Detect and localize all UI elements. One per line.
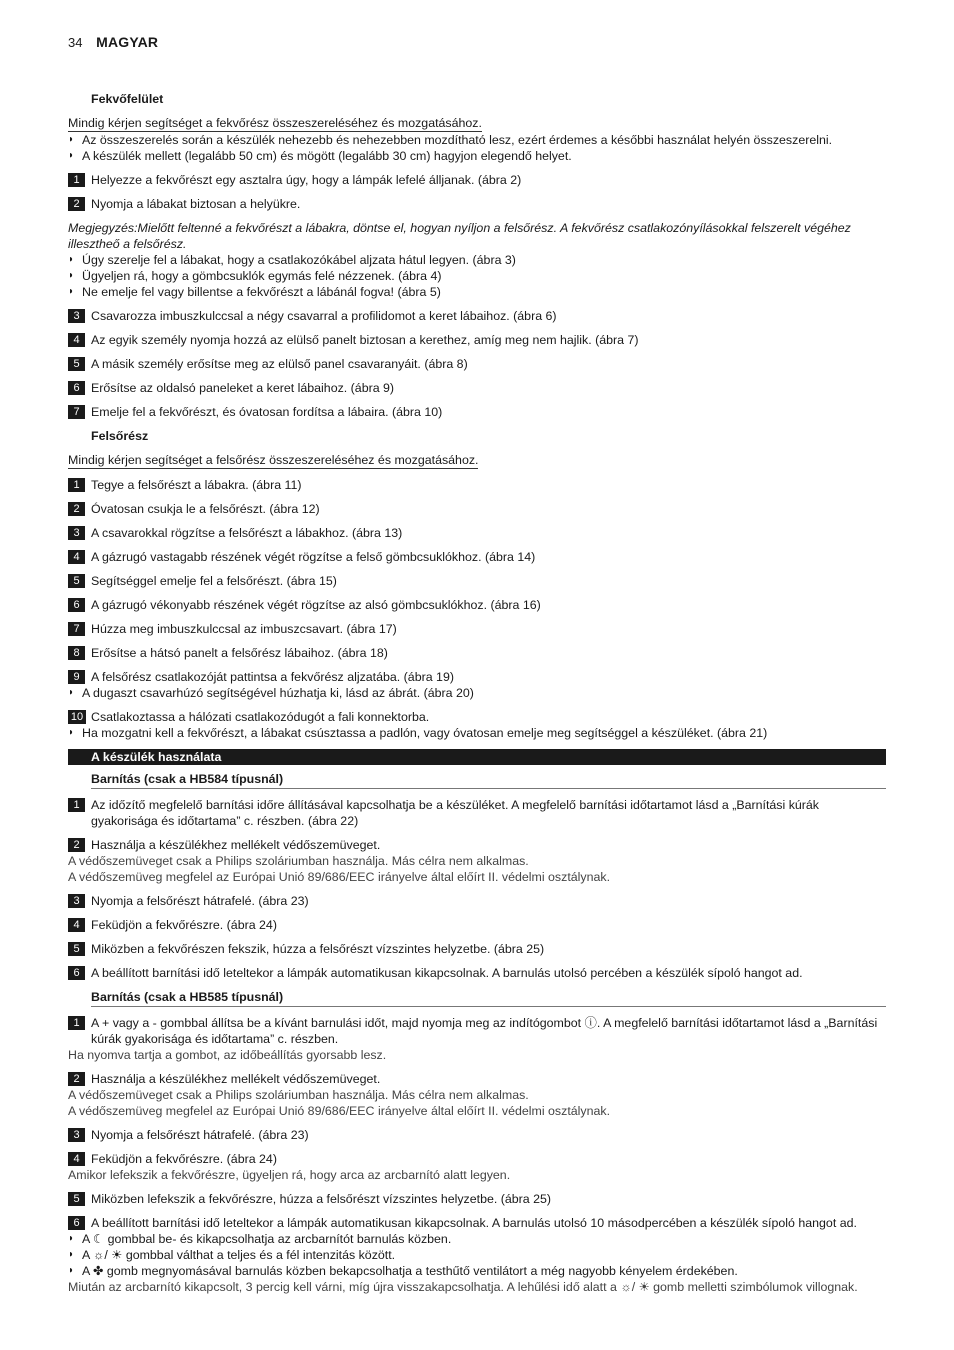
step-item xyxy=(68,797,886,829)
step-number: 6 xyxy=(68,381,85,395)
step-item xyxy=(68,356,886,372)
step-text: A beállított barnítási idő leteltekor a lámpák automatikusan kikapcsolnak. A barnulás utolsó 10 másodpercében a készülék sípoló hangot ad. xyxy=(91,1216,857,1230)
step-item xyxy=(68,525,886,541)
step-text: Erősítse a hátsó panelt a felsőrész lábaihoz. (ábra 18) xyxy=(91,646,388,660)
step-number: 3 xyxy=(68,309,85,323)
step-item xyxy=(68,669,886,685)
step-number: 6 xyxy=(68,598,85,612)
divider xyxy=(91,788,886,789)
step-number: 3 xyxy=(68,1128,85,1142)
step-item xyxy=(68,621,886,637)
bullet-item: ◗ A ☼/ ☀ gombbal válthat a teljes és a fél intenzitás között. xyxy=(68,1247,886,1263)
step-number: 7 xyxy=(68,405,85,419)
step-number: 5 xyxy=(68,574,85,588)
step-text: A beállított barnítási idő leteltekor a lámpák automatikusan kikapcsolnak. A barnulás utolsó percében a készülék sípoló hangot ad. xyxy=(91,966,803,980)
info-line: Amikor lefekszik a fekvőrészre, ügyeljen rá, hogy arca az arcbarnító alatt legyen. xyxy=(68,1168,511,1182)
step-number: 5 xyxy=(68,357,85,371)
step-item xyxy=(68,837,886,853)
step-text: A másik személy erősítse meg az elülső panel csavaranyáit. (ábra 8) xyxy=(91,357,468,371)
step-number: 8 xyxy=(68,646,85,660)
step-text: Helyezze a fekvőrészt egy asztalra úgy, hogy a lámpák lefelé álljanak. (ábra 2) xyxy=(91,173,522,187)
info-line: A védőszemüveg megfelel az Európai Unió 89/686/EEC irányelve által előírt II. védelmi osztálynak. xyxy=(68,870,611,884)
bullet-item: ◗ Ha mozgatni kell a fekvőrészt, a lábakat csúsztassa a padlón, vagy óvatosan emelje meg segítséggel a készüléket. (ábra 21) xyxy=(68,725,886,741)
step-item xyxy=(68,172,886,188)
step-text: Az egyik személy nyomja hozzá az elülső panelt biztosan a kerethez, amíg meg nem hajlik. (ábra 7) xyxy=(91,333,639,347)
step-item xyxy=(68,1127,886,1143)
info-line: A védőszemüveget csak a Philips szoláriumban használja. Más célra nem alkalmas. xyxy=(68,854,529,868)
step-text: Csatlakoztassa a hálózati csatlakozódugót a fali konnektorba. xyxy=(91,710,430,724)
step-text: Segítséggel emelje fel a felsőrészt. (ábra 15) xyxy=(91,574,337,588)
step-item xyxy=(68,196,886,212)
step-item xyxy=(68,308,886,324)
step-text: Emelje fel a fekvőrészt, és óvatosan fordítsa a lábaira. (ábra 10) xyxy=(91,405,443,419)
step-item xyxy=(68,501,886,517)
page-header xyxy=(68,34,158,50)
step-text: Feküdjön a fekvőrészre. (ábra 24) xyxy=(91,1152,277,1166)
page-number: 34 xyxy=(68,35,83,50)
step-text: Óvatosan csukja le a felsőrészt. (ábra 12) xyxy=(91,502,320,516)
info-line: Miután az arcbarnító kikapcsolt, 3 percig kell várni, míg újra visszakapcsolhatja. A lehűlési idő alatt a ☼/ ☀ gomb melletti szimbólumok villognak. xyxy=(68,1280,858,1294)
step-number: 2 xyxy=(68,502,85,516)
bullet-item: ◗ A készülék mellett (legalább 50 cm) és mögött (legalább 30 cm) hagyjon elegendő helyet. xyxy=(68,148,886,164)
language-title: MAGYAR xyxy=(96,34,159,50)
step-item xyxy=(68,549,886,565)
step-text: Nyomja a felsőrészt hátrafelé. (ábra 23) xyxy=(91,894,309,908)
bullet-item: ◗ A dugaszt csavarhúzó segítségével húzhatja ki, lásd az ábrát. (ábra 20) xyxy=(68,685,886,701)
bullet-item: ◗ Úgy szerelje fel a lábakat, hogy a csatlakozókábel aljzata hátul legyen. (ábra 3) xyxy=(68,252,886,268)
step-number: 10 xyxy=(68,710,86,724)
step-number: 6 xyxy=(68,966,85,980)
step-number: 2 xyxy=(68,1072,85,1086)
step-text: Nyomja a felsőrészt hátrafelé. (ábra 23) xyxy=(91,1128,309,1142)
step-text: Csavarozza imbuszkulccsal a négy csavarral a profilidomot a keret lábaihoz. (ábra 6) xyxy=(91,309,557,323)
section-title-felsoresz: Felsőrész xyxy=(91,429,149,443)
step-number: 4 xyxy=(68,333,85,347)
subsection-title-hb585: Barnítás (csak a HB585 típusnál) xyxy=(91,990,284,1004)
step-item xyxy=(68,573,886,589)
step-number: 4 xyxy=(68,1152,85,1166)
step-text: Feküdjön a fekvőrészre. (ábra 24) xyxy=(91,918,277,932)
step-number: 9 xyxy=(68,670,85,684)
step-item xyxy=(68,477,886,493)
bullet-item: ◗ A ☾ gombbal be- és kikapcsolhatja az arcbarnítót barnulás közben. xyxy=(68,1231,886,1247)
step-item xyxy=(68,404,886,420)
bullet-item: ◗ Az összeszerelés során a készülék nehezebb és nehezebben mozdítható lesz, ezért érdemes a későbbi használat helyén összeszerelni. xyxy=(68,132,886,148)
step-item xyxy=(68,332,886,348)
step-item xyxy=(68,893,886,909)
step-text: Tegye a felsőrészt a lábakra. (ábra 11) xyxy=(91,478,302,492)
step-item xyxy=(68,1215,886,1231)
step-number: 1 xyxy=(68,173,85,187)
step-text: A csavarokkal rögzítse a felsőrészt a lábakhoz. (ábra 13) xyxy=(91,526,403,540)
bullet-item: ◗ A ✤ gomb megnyomásával barnulás közben bekapcsolhatja a testhűtő ventilátort a még nagyobb kényelem érdekében. xyxy=(68,1263,886,1279)
step-number: 3 xyxy=(68,894,85,908)
step-item xyxy=(68,1191,886,1207)
divider xyxy=(91,1006,886,1007)
step-number: 3 xyxy=(68,526,85,540)
step-text: A + vagy a - gombbal állítsa be a kívánt barnulási időt, majd nyomja meg az indítógombot ⓘ. A megfelelő barnítási időtartamot lásd a „Barnítási kúrák gyakorisága és időtartama” c. részben. xyxy=(91,1016,878,1046)
step-number: 5 xyxy=(68,942,85,956)
step-number: 7 xyxy=(68,622,85,636)
info-line: A védőszemüveget csak a Philips szoláriumban használja. Más célra nem alkalmas. xyxy=(68,1088,529,1102)
step-number: 4 xyxy=(68,918,85,932)
step-number: 5 xyxy=(68,1192,85,1206)
step-item xyxy=(68,917,886,933)
step-item xyxy=(68,1015,886,1047)
step-number: 2 xyxy=(68,197,85,211)
step-item xyxy=(68,965,886,981)
content xyxy=(68,91,886,1295)
step-item xyxy=(68,709,886,725)
step-text: Erősítse az oldalsó paneleket a keret lábaihoz. (ábra 9) xyxy=(91,381,395,395)
section-title-fekvofelulet: Fekvőfelület xyxy=(91,92,164,106)
step-item xyxy=(68,1151,886,1167)
info-line: A védőszemüveg megfelel az Európai Unió 89/686/EEC irányelve által előírt II. védelmi osztálynak. xyxy=(68,1104,611,1118)
step-text: A felsőrész csatlakozóját pattintsa a fekvőrész aljzatába. (ábra 19) xyxy=(91,670,454,684)
step-item xyxy=(68,1071,886,1087)
step-text: Használja a készülékhez mellékelt védőszemüveget. xyxy=(91,1072,381,1086)
step-text: Miközben a fekvőrészen fekszik, húzza a felsőrészt vízszintes helyzetbe. (ábra 25) xyxy=(91,942,545,956)
step-item xyxy=(68,645,886,661)
step-text: Használja a készülékhez mellékelt védőszemüveget. xyxy=(91,838,381,852)
step-number: 4 xyxy=(68,550,85,564)
step-text: Az időzítő megfelelő barnítási időre állításával kapcsolhatja be a készüléket. A megfelelő barnítási időtartamot lásd a „Barnítási kúrák gyakorisága és időtartama” c. részben. (ábra 22) xyxy=(91,798,819,828)
section-bar-title: A készülék használata xyxy=(68,749,886,765)
step-item xyxy=(68,380,886,396)
step-text: A gázrugó vastagabb részének végét rögzítse a felső gömbcsuklókhoz. (ábra 14) xyxy=(91,550,536,564)
step-text: Miközben lefekszik a fekvőrészre, húzza a felsőrészt vízszintes helyzetbe. (ábra 25) xyxy=(91,1192,552,1206)
step-number: 1 xyxy=(68,798,85,812)
step-text: Húzza meg imbuszkulccsal az imbuszcsavart. (ábra 17) xyxy=(91,622,397,636)
section-intro: Mindig kérjen segítséget a fekvőrész összeszereléséhez és mozgatásához. xyxy=(68,116,482,130)
step-number: 6 xyxy=(68,1216,85,1230)
step-number: 1 xyxy=(68,1016,85,1030)
step-number: 2 xyxy=(68,838,85,852)
bullet-item: ◗ Ügyeljen rá, hogy a gömbcsuklók egymás felé nézzenek. (ábra 4) xyxy=(68,268,886,284)
step-number: 1 xyxy=(68,478,85,492)
note-text: Megjegyzés:Mielőtt feltenné a fekvőrészt a lábakra, döntse el, hogyan nyíljon a felsőrész. A fekvőrész csatlakozónyílásokkal felszerelt végéhez illesztheő a felsőrész. xyxy=(68,221,851,251)
step-item xyxy=(68,941,886,957)
step-text: A gázrugó vékonyabb részének végét rögzítse az alsó gömbcsuklókhoz. (ábra 16) xyxy=(91,598,541,612)
step-text: Nyomja a lábakat biztosan a helyükre. xyxy=(91,197,301,211)
step-item xyxy=(68,597,886,613)
info-line: Ha nyomva tartja a gombot, az időbeállítás gyorsabb lesz. xyxy=(68,1048,387,1062)
subsection-title-hb584: Barnítás (csak a HB584 típusnál) xyxy=(91,772,284,786)
section-intro: Mindig kérjen segítséget a felsőrész összeszereléséhez és mozgatásához. xyxy=(68,453,479,467)
bullet-item: ◗ Ne emelje fel vagy billentse a fekvőrészt a lábánál fogva! (ábra 5) xyxy=(68,284,886,300)
